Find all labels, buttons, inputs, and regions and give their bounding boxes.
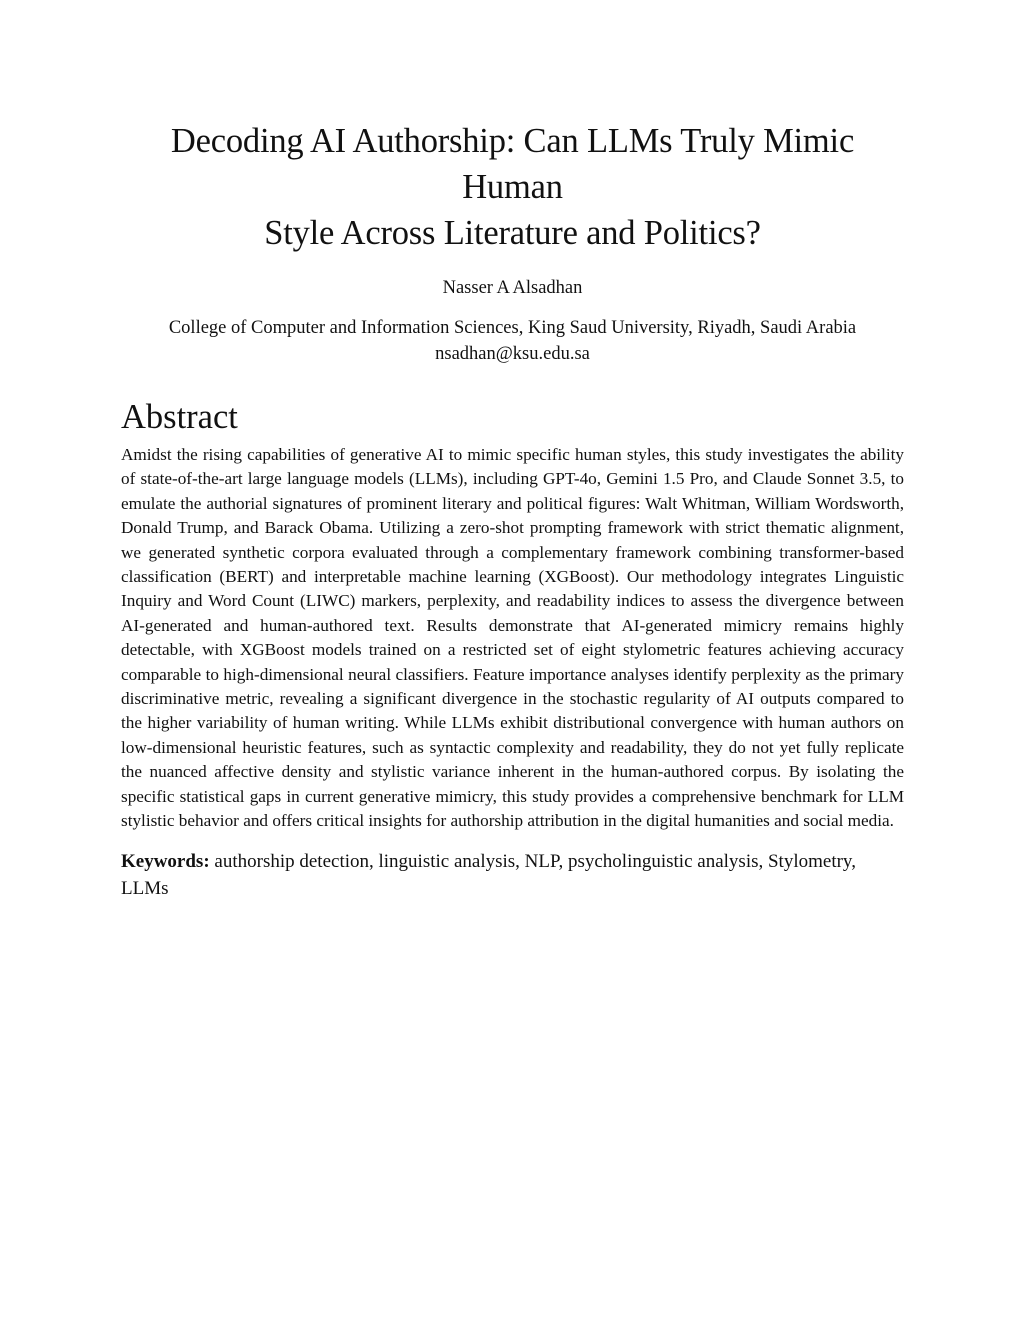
keywords-line xyxy=(121,848,904,902)
abstract-heading: Abstract xyxy=(121,398,238,436)
paper-title-line-2: Style Across Literature and Politics? xyxy=(264,214,761,252)
paper-title xyxy=(121,118,904,256)
abstract-body: Amidst the rising capabilities of generative AI to mimic specific human styles, this study investigates the ability of state-of-the-art large language models (LLMs), including GPT-4o, Gemini 1.5 Pro, and Claude Sonnet 3.5, to emulate the authorial signatures of prominent literary and political figures: Walt Whitman, William Wordsworth, Donald Trump, and Barack Obama. Utilizing a zero-shot prompting framework with strict thematic alignment, we generated synthetic corpora evaluated through a complementary framework combining transformer-based classification (BERT) and interpretable machine learning (XGBoost). Our methodology integrates Linguistic Inquiry and Word Count (LIWC) markers, perplexity, and readability indices to assess the divergence between AI-generated and human-authored text. Results demonstrate that AI-generated mimicry remains highly detectable, with XGBoost models trained on a restricted set of eight stylometric features achieving accuracy comparable to high-dimensional neural classifiers. Feature importance analyses identify perplexity as the primary discriminative metric, revealing a significant divergence in the stochastic regularity of AI outputs compared to the higher variability of human writing. While LLMs exhibit distributional convergence with human authors on low-dimensional heuristic features, such as syntactic complexity and readability, they do not yet fully replicate the nuanced affective density and stylistic variance inherent in the human-authored corpus. By isolating the specific statistical gaps in current generative mimicry, this study provides a comprehensive benchmark for LLM stylistic behavior and offers critical insights for authorship attribution in the digital humanities and social media. xyxy=(121,445,904,831)
keywords-label: Keywords: xyxy=(121,850,210,872)
author-affiliation-block xyxy=(121,315,904,367)
author-email: nsadhan@ksu.edu.sa xyxy=(435,344,590,364)
author-name: Nasser A Alsadhan xyxy=(442,278,583,298)
author-affiliation: College of Computer and Information Sciences, King Saud University, Riyadh, Saudi Arabia xyxy=(168,318,857,338)
paper-title-line-1: Decoding AI Authorship: Can LLMs Truly Mimic Human xyxy=(170,122,855,206)
paper-page xyxy=(121,118,904,902)
keywords-text: authorship detection, linguistic analysis, NLP, psycholinguistic analysis, Stylometry, LLMs xyxy=(121,850,856,899)
